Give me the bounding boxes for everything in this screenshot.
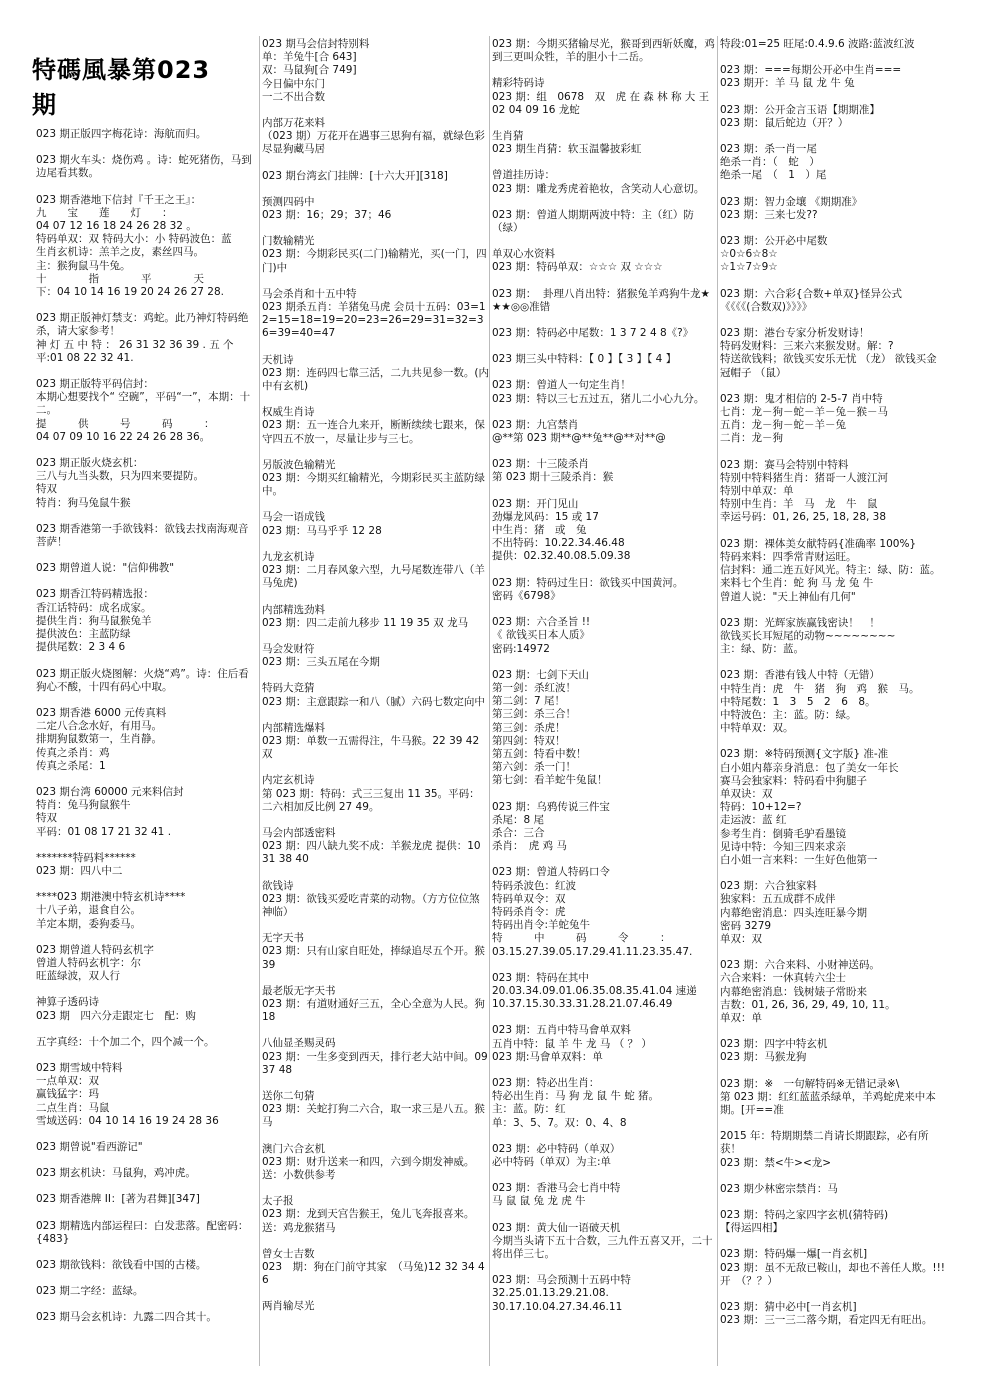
text-block: 023 期：六合来料、小财神送码。 六合来料：一休真转六尘士 内幕绝密消息：钱树婊子常盼来 吉数：01, 26, 36, 29, 49, 10, 11。 单双：单 [720,959,896,1024]
text-block: 023 期：杀一肖一尾 绝杀一肖：（ 蛇 ） 绝杀一尾 （ 1 ）尾 [720,143,827,182]
text-block: 023 期曾说"看西游记" [36,1140,143,1153]
text-block: 023 期玄机诀：马鼠狗，鸡冲虎。 [36,1167,196,1180]
text-block: 内部精选劲料 023 期：四二走前九移步 11 19 35 双 龙马 [262,603,469,629]
text-block: 023 期正版神灯禁支：鸡蛇。此乃神灯特码绝杀，请大家参考！ 神 灯 五 中 特 ： 26 31 32 36 39 . 五 个 平:01 08 22 32 41. [36,312,249,364]
text-block: 两肖输尽光 [262,1300,315,1313]
text-block: 023 期曾道人特码玄机字 曾道人特码玄机字：尔 旺蓝绿波，双人行 [36,943,154,983]
text-block: 023 期香港地下信封『千王之王』： 九 宝 莲 灯 ： 04 07 12 16 18 24 26 28 32 。 特码单双：双 特码大小：小 特码波色：蓝 生肖玄机诗：羔羊之皮，素丝四马。 主：猴狗鼠马牛兔。 十 指 平 天 下：04 10 14 16 19 20 24 26 27 28. [36,193,232,299]
text-block: 马会内部透密料 023 期：四八缺九奖不成：羊猴龙虎 提供：10 31 38 40 [262,826,481,866]
text-block: 欲钱诗 023 期：欲钱买爱吃青菜的动物。（方方位位煞神临） [262,879,480,918]
text-block: 生肖猜 023 期生肖猜：软玉温馨披彩虹 [492,130,642,156]
text-block: 精彩特码诗 023 期：组 0678 双 虎 在 森 林 称 大 王 02 04 09 16 龙蛇 [492,77,710,116]
text-block: 马会发财符 023 期：三头五尾在今期 [262,642,380,669]
text-block: 023 期：必中特码（单双） 必中特码（单双）为主:单 [492,1142,621,1168]
text-block: 023 期：特码在其中 20.03.34.09.01.06.35.08.35.41.04 速递 10.37.15.30.33.31.28.21.07.46.49 [492,971,697,1011]
text-block: 023 期正版四字梅花诗：海航而归。 [36,128,207,140]
text-block: 单双心水资料 023 期：特码单双：☆☆☆ 双 ☆☆☆ [492,248,663,274]
text-block: 023 期香港 6000 元传真料 二定八合念水好，有用马。 排期狗鼠数第一，生肖静。 传真之杀肖：鸡 传真之杀尾：1 [36,706,167,772]
text-block: 023 期：九宫禁肖 @**第 023 期**@**兔**@**对**@ [492,418,666,445]
text-block: 023 期：裸体美女献特码{准确率 100%} 特码来料：四季常青财运旺。 信封料：通二连五好风光。特主：绿、防：蓝。 来料七个生肖：蛇 狗 马 龙 兔 牛 曾道人说："天上神仙有几何" [720,537,941,603]
text-block: 023 期火车头：烧伤鸡 。诗：蛇死猪伤，马到边尾看其数。 [36,154,252,180]
text-block: 特段:01=25 旺尾:0.4.9.6 波路:蓝波红波 [720,38,915,50]
text-block: 023 期马会信封特别料 单：羊兔牛[合 643] 双：马鼠狗[合 749] 今日偏中东门 一二不出合数 [262,38,370,103]
text-block: 023 期：今期买猪输尽光，猴哥到西斩妖魔，鸡到三更叫众牲，羊的胆小十二岳。 [492,38,715,64]
text-block: 另版波色输精光 023 期：今期买红输精光，今期彩民买主蓝防绿中。 [262,458,485,498]
text-block: 023 期：曾道人特码口令 特码杀波色：红波 特码单双令：双 特码杀肖令：虎 特码出肖令:羊蛇兔牛 特 中 码 令 ： 03.15.27.39.05.17.29.41.11.23.35.47. [492,866,693,958]
text-block: 神算子透码诗 023 期 四六分走跟定七 配：购 [36,996,196,1022]
text-block: 023 期：乌鸦传说三件宝 杀尾：8 尾 杀合：三合 杀肖： 虎 鸡 马 [492,800,610,853]
text-block: 023 期：马会预测十五码中特 32.25.01.13.29.21.08. 30.17.10.04.27.34.46.11 [492,1274,631,1313]
text-block: 内定玄机诗 第 023 期：特码：式三三复出 11 35。平码：二六相加反比例 27 49。 [262,774,480,813]
text-block: 023 期：香港马会七肖中特 马 鼠 鼠 兔 龙 虎 牛 [492,1182,621,1208]
text-block: 马会一语成钱 023 期：马马乎乎 12 28 [262,511,382,537]
text-block: 门数输精光 023 期：今期彩民买(二门)输精光，买(一门，四门)中 [262,235,487,274]
text-block: 预测四码中 023 期：16；29；37；46 [262,195,392,222]
text-block: 023 期：香港有钱人中特（无错） 中特生肖：虎 牛 猪 狗 鸡 猴 马。 中特尾数：1 3 5 2 6 8。 中特波色：主：蓝。防：绿。 中特单双：双。 [720,669,920,735]
text-block: 023 期：公开金言玉语【期期准】 023 期：鼠后蛇边（开？） [720,103,880,129]
text-block: 023 期：六合独家料 独家料：五五成群不成伴 内幕绝密消息：四头连旺暴今期 密码 3279 单双：双 [720,880,867,945]
text-block: 023 期香港牌 II：[著为君舞][347] [36,1193,200,1206]
text-block: 太子报 023 期：龙到天宫告猴王，兔儿飞奔报喜来。送：鸡龙猴猪马 [262,1195,475,1234]
text-block: 023 期：四字中特玄机 023 期：马猴龙狗 [720,1038,828,1064]
text-column-4 [720,38,946,1388]
text-block: 023 期台湾玄门挂牌：[十六大开][318] [262,169,448,182]
text-block: 023 期：特码之家四字玄机(猜特码) 【得运四相】 [720,1209,889,1235]
text-block: 023 期：曾道人一句定生肖！ 023 期：特以三七五过五，猪儿二小心九分。 [492,379,705,405]
text-block: 023 期正版火烧图解：火烧“鸡”。诗：住后看狗心不酸，十四有码心中取。 [36,667,249,693]
text-block: 023 期欲钱料：欲钱看中国的古楼。 [36,1259,207,1271]
text-block: 五字真经：十个加二个，四个减一个。 [36,1035,215,1048]
text-block: 2015 年：特期期禁二肖请长期跟踪，必有所获！ 023 期：禁<牛><龙> [720,1130,929,1169]
text-block: 023 期曾道人说："信仰佛教" [36,562,175,575]
text-block: 023 期精选内部运程曰：白发悲落。配密码：{483} [36,1219,249,1245]
text-block: 023 期：十三陵杀肖 第 023 期十三陵杀肖：猴 [492,458,614,484]
text-block: 023 期：===每期公开必中生肖=== 023 期开：羊 马 鼠 龙 牛 兔 [720,64,902,90]
text-block: 023 期：特码必中尾数：1 3 7 2 4 8《?》 [492,327,694,340]
text-block: 特码大竞猜 023 期：主意跟踪一和八（腻）六码七数定向中 [262,682,485,708]
text-block: 023 期：港台专家分析发财诗！ 特码发财料：三来六来猴发财。解：? 特送欲钱料；欲钱买安乐无忧 （龙） 欲钱买金冠帽子 （鼠） [720,327,937,379]
text-block: 023 期三头中特料：【 0 】【 3 】【 4 】 [492,353,677,366]
text-block: *******特码料****** 023 期：四八中二 [36,851,136,877]
text-block: 023 期：光辉家族赢钱密诀！ ！ 欲钱买长耳短尾的动物~~~~~~~~ 主：绿、防：蓝。 [720,616,896,656]
text-block: 023 期：鬼才相信的 2-5-7 肖中特 七肖：龙－狗－蛇－羊－兔－猴－马 五肖：龙－狗－蛇－羊－兔 二肖：龙－狗 [720,392,888,445]
text-block: 023 期：※ 一句解特码※无错记录※\ 第 023 期：红红蓝蓝杀绿单，羊鸡蛇虎来中本期。[开==准 [720,1077,936,1116]
text-block: 023 期：曾道人期期两波中特：主（红）防（绿） [492,208,694,235]
text-block: 023 期正版火烧玄机： 三八与九当头数，只为四来要提防。 特双 特肖：狗马兔鼠牛猴 [36,457,204,509]
text-block: 曾道挂历诗： 023 期：雕龙秀虎着艳妆，含笑动人心意切。 [492,169,705,195]
text-block: 澳门六合玄机 023 期：财升送来一和四，六到今期发神威。 送：小数供参考 [262,1142,475,1181]
text-block: 送你二句猜 023 期：关蛇打狗二六合，取一求三是八五。猴马 [262,1089,485,1129]
text-block: 023 期：智力金壤 《期期准》 023 期：三来七发?? [720,195,863,221]
text-block: 023 期：公开必中尾数 ☆0☆6☆8☆ ☆1☆7☆9☆ [720,235,828,274]
text-block: 八仙显圣赐灵码 023 期：一生多变到西天，排行老大站中间。09 37 48 [262,1037,488,1076]
text-block: 023 期：六合彩{合数+单双}怪异公式 《《《《(合数双)》》》》 [720,287,903,313]
text-block: 内部万花来料 （023 期）万花开在遇事三思狗有福，就绿色彩尽显狗藏马居 [262,117,485,156]
text-block: 023 期香江特码精选报： 香江话特码：成名成家。 提供生肖：狗马鼠猴兔羊 提供波色：主蓝防绿 提供尾数：2 3 4 6 [36,588,154,654]
text-block: 023 期：特必出生肖： 特必出生肖：马 狗 龙 鼠 牛 蛇 猪。 主：蓝。防：红 单：3、5、7。双：0、4、8 [492,1076,660,1129]
text-block: 马会杀肖和十五中特 023 期杀五肖：羊猪兔马虎 会员十五码：03=12=15=18=19=20=23=26=29=31=32=36=39=40=47 [262,287,486,340]
text-block: 023 期：※特码预测{文字版} 准-准 白小姐内幕亲身消息：包了美女一年长 赛马会独家料：特码看中狗腿子 单双诀：双 特码：10+12=? 走运波：蓝 红 参考生肖：倒骑毛驴看墨镜 见诗中特：今知三四来求亲 白小姐一言来料：一生好色他第一 [720,748,899,866]
text-block: 023 期马会玄机诗：九露二四合其十。 [36,1311,217,1324]
text-block: 023 期：特码过生日：欲钱买中国黄河。 密码《6798》 [492,576,684,602]
text-block: 023 期：猜中必中[一肖玄机] 023 期：三一三二落今期，看定四无有旺出。 [720,1301,933,1327]
text-block: 023 期：七剑下天山 第一剑：杀红波！ 第二剑：7 尾！ 第三剑：杀三合！ 第三剑：杀虎！ 第四剑：特双！ 第五剑：特看中数！ 第六剑：杀一门！ 第七剑：看羊蛇牛兔鼠！ [492,668,608,787]
text-block: 内部精选爆料 023 期：单数一五需得注，牛马猴。22 39 42 双 [262,721,480,761]
text-block: ****023 期港澳中特玄机诗**** 十八子弟，退食自公。 羊定本期，委狗委马。 [36,891,186,930]
text-block: 023 期：六合圣旨 !! 《 欲钱买日本人质》 密码:14972 [492,616,591,655]
text-block: 023 期雪域中特料 一点单双：双 赢钱猛字：玛 二点生肖：马鼠 雪域送码：04 10 14 16 19 24 28 36 [36,1061,219,1127]
text-block: 权威生肖诗 023 期：五一连合九来开，断断续续七跟来，保守四五不放一，尽量让步与三七。 [262,406,485,445]
text-block: 023 期： 卦理八肖出特：猪猴兔羊鸡狗牛龙★★★◎◎准错 [492,287,710,313]
text-block: 023 期：赛马会特别中特料 特别中特料猪生肖：猪哥一人渡江河 特别中单双：单 特别中生肖：羊 马 龙 牛 鼠 幸运号码：01, 26, 25, 18, 28, 38 [720,458,888,524]
text-block: 天机诗 023 期：连码四七靠三活，二九共见参一数。(内中有玄机) [262,353,489,393]
page-title: 特碼風暴第023期 [32,56,211,119]
column-divider [717,36,718,1366]
text-block: 023 期：五肖中特马會单双料 五肖中特：鼠 羊 牛 龙 马 （ ？ ） 023 期:马會单双料：单 [492,1024,652,1063]
text-block: 023 期：黄大仙一语破天机 今期当头请下五十合数，三九件五喜又开，二十将出佯三七。 [492,1221,713,1261]
text-block: 无字天书 023 期：只有山家自旺处，捧绿追尽五个开。猴 39 [262,932,485,971]
text-block: 曾女士吉数 023 期：狗在门前守其家 （马兔)12 32 34 46 [262,1247,485,1287]
text-block: 023 期正版特平码信封： 本期心想要找个“ 空碗”，平码“一”，本期：十二。 提 供 号 码 ： 04 07 09 10 16 22 24 26 28 36。 [36,378,251,443]
text-block: 023 期二字经：蓝绿。 [36,1285,144,1298]
column-divider [259,36,260,1366]
text-block: 023 期少林密宗禁肖：马 [720,1182,838,1195]
text-block: 最老版无字天书 023 期：有道财通好三五，全心全意为人民。狗 18 [262,984,485,1024]
text-block: 023 期台湾 60000 元来料信封 特肖：兔马狗鼠猴牛 特双 平码：01 08 17 21 32 41 . [36,785,184,838]
text-column-2 [262,38,490,1388]
text-column-3 [492,38,716,1388]
text-block: 九龙玄机诗 023 期：二月春风象六型，九号尾数连带八（羊马兔虎) [262,550,485,590]
text-column-1 [36,128,258,1368]
text-block: 023 期香港第一手欲钱料：欲钱去找南海观音菩萨！ [36,522,249,549]
text-block: 023 期：特码爆一爆[一肖玄机] 023 期：虽不无敌已鞍山，却也不善任人欺。!!! 开 （？？） [720,1248,946,1287]
text-block: 023 期：开门见山 劲爆龙风码：15 或 17 中生肖：猪 或 兔 不出特码：10.22.34.46.48 提供：02.32.40.08.5.09.38 [492,497,631,563]
